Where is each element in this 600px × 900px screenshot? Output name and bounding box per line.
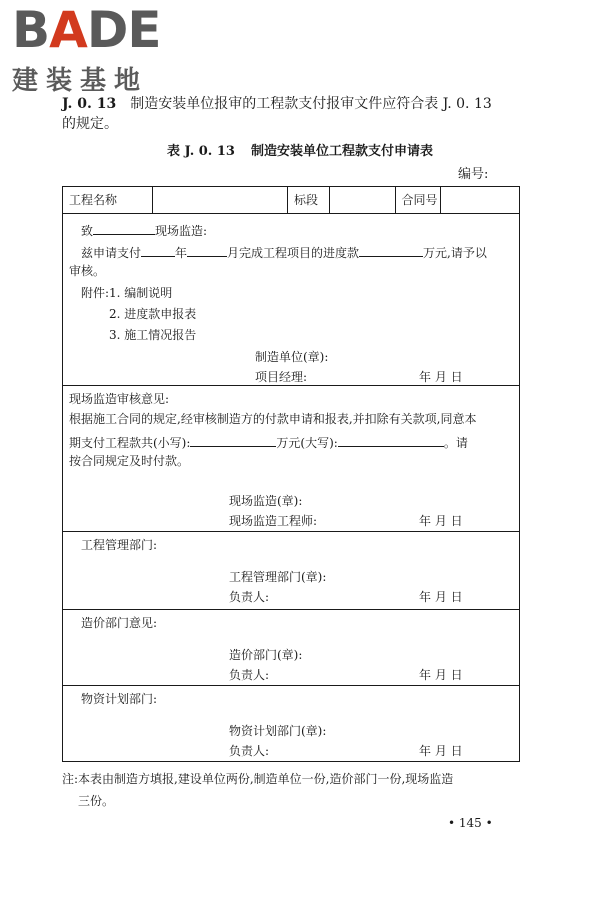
brand-logo: BADE bbox=[12, 1, 161, 59]
material-dept-title: 物资计划部门: bbox=[81, 692, 158, 706]
footnote-line1: 注:本表由制造方填报,建设单位两份,制造单位一份,造价部门一份,现场监造 bbox=[62, 772, 454, 786]
cost-dept-section bbox=[63, 609, 519, 685]
year-blank[interactable] bbox=[141, 242, 175, 257]
eng-dept-person: 负责人: bbox=[229, 590, 270, 604]
contract-no-value[interactable] bbox=[441, 187, 519, 213]
footnote bbox=[62, 768, 532, 812]
clause-line2: 的规定。 bbox=[62, 116, 118, 132]
application-date: 年 月 日 bbox=[419, 370, 463, 384]
eng-dept-date: 年 月 日 bbox=[419, 590, 463, 604]
eng-dept-seal: 工程管理部门(章): bbox=[229, 570, 327, 584]
table-title bbox=[0, 140, 600, 159]
month-blank[interactable] bbox=[187, 242, 227, 257]
project-name-label: 工程名称 bbox=[63, 187, 153, 213]
contract-no-label: 合同号 bbox=[396, 187, 442, 213]
project-name-value[interactable] bbox=[153, 187, 288, 213]
payment-application-form bbox=[62, 186, 520, 762]
clause-text bbox=[62, 94, 532, 134]
cost-dept-date: 年 月 日 bbox=[419, 668, 463, 682]
apply-line2: 审核。 bbox=[69, 264, 106, 278]
footnote-line2: 三份。 bbox=[78, 794, 115, 808]
to-line: 致 现场监造: bbox=[81, 220, 207, 240]
cost-dept-person: 负责人: bbox=[229, 668, 270, 682]
attachment-2: 2. 进度款申报表 bbox=[109, 307, 197, 321]
review-section bbox=[63, 385, 519, 531]
eng-dept-section bbox=[63, 531, 519, 609]
application-section bbox=[63, 213, 519, 385]
attachment-1: 附件:1. 编制说明 bbox=[81, 286, 173, 300]
review-date: 年 月 日 bbox=[419, 514, 463, 528]
apply-line: 兹申请支付 年 月完成工程项目的进度款 万元,请予以 bbox=[81, 242, 487, 262]
project-manager: 项目经理: bbox=[255, 370, 308, 384]
amount-words-blank[interactable] bbox=[338, 432, 444, 447]
eng-dept-title: 工程管理部门: bbox=[81, 538, 158, 552]
section-label: 标段 bbox=[288, 187, 330, 213]
amount-blank[interactable] bbox=[359, 242, 423, 257]
clause-number: J. 0. 13 bbox=[62, 96, 117, 112]
supervision-engineer: 现场监造工程师: bbox=[229, 514, 318, 528]
serial-number-label: 编号: bbox=[458, 167, 489, 182]
table-name: 制造安装单位工程款支付申请表 bbox=[250, 144, 433, 159]
page-number: • 145 • bbox=[448, 816, 493, 830]
review-line3: 按合同规定及时付款。 bbox=[69, 454, 190, 468]
form-header-row bbox=[63, 187, 519, 213]
material-dept-seal: 物资计划部门(章): bbox=[229, 724, 327, 738]
material-dept-date: 年 月 日 bbox=[419, 744, 463, 758]
manufacturer-seal: 制造单位(章): bbox=[255, 350, 329, 364]
table-number: 表 J. 0. 13 bbox=[167, 144, 235, 159]
cost-dept-seal: 造价部门(章): bbox=[229, 648, 303, 662]
review-title: 现场监造审核意见: bbox=[69, 392, 170, 406]
attachment-3: 3. 施工情况报告 bbox=[109, 328, 197, 342]
material-dept-person: 负责人: bbox=[229, 744, 270, 758]
recipient-blank[interactable] bbox=[93, 220, 155, 235]
supervision-seal: 现场监造(章): bbox=[229, 494, 303, 508]
clause-line1: 制造安装单位报审的工程款支付报审文件应符合表 J. 0. 13 bbox=[130, 96, 492, 112]
brand-logo-subtitle: 建装基地 bbox=[12, 66, 149, 96]
review-line1: 根据施工合同的规定,经审核制造方的付款申请和报表,并扣除有关款项,同意本 bbox=[69, 412, 477, 426]
material-dept-section bbox=[63, 685, 519, 761]
section-value[interactable] bbox=[330, 187, 396, 213]
amount-figures-blank[interactable] bbox=[190, 432, 276, 447]
cost-dept-title: 造价部门意见: bbox=[81, 616, 158, 630]
review-line2: 期支付工程款共(小写): 万元(大写): 。请 bbox=[69, 432, 468, 452]
